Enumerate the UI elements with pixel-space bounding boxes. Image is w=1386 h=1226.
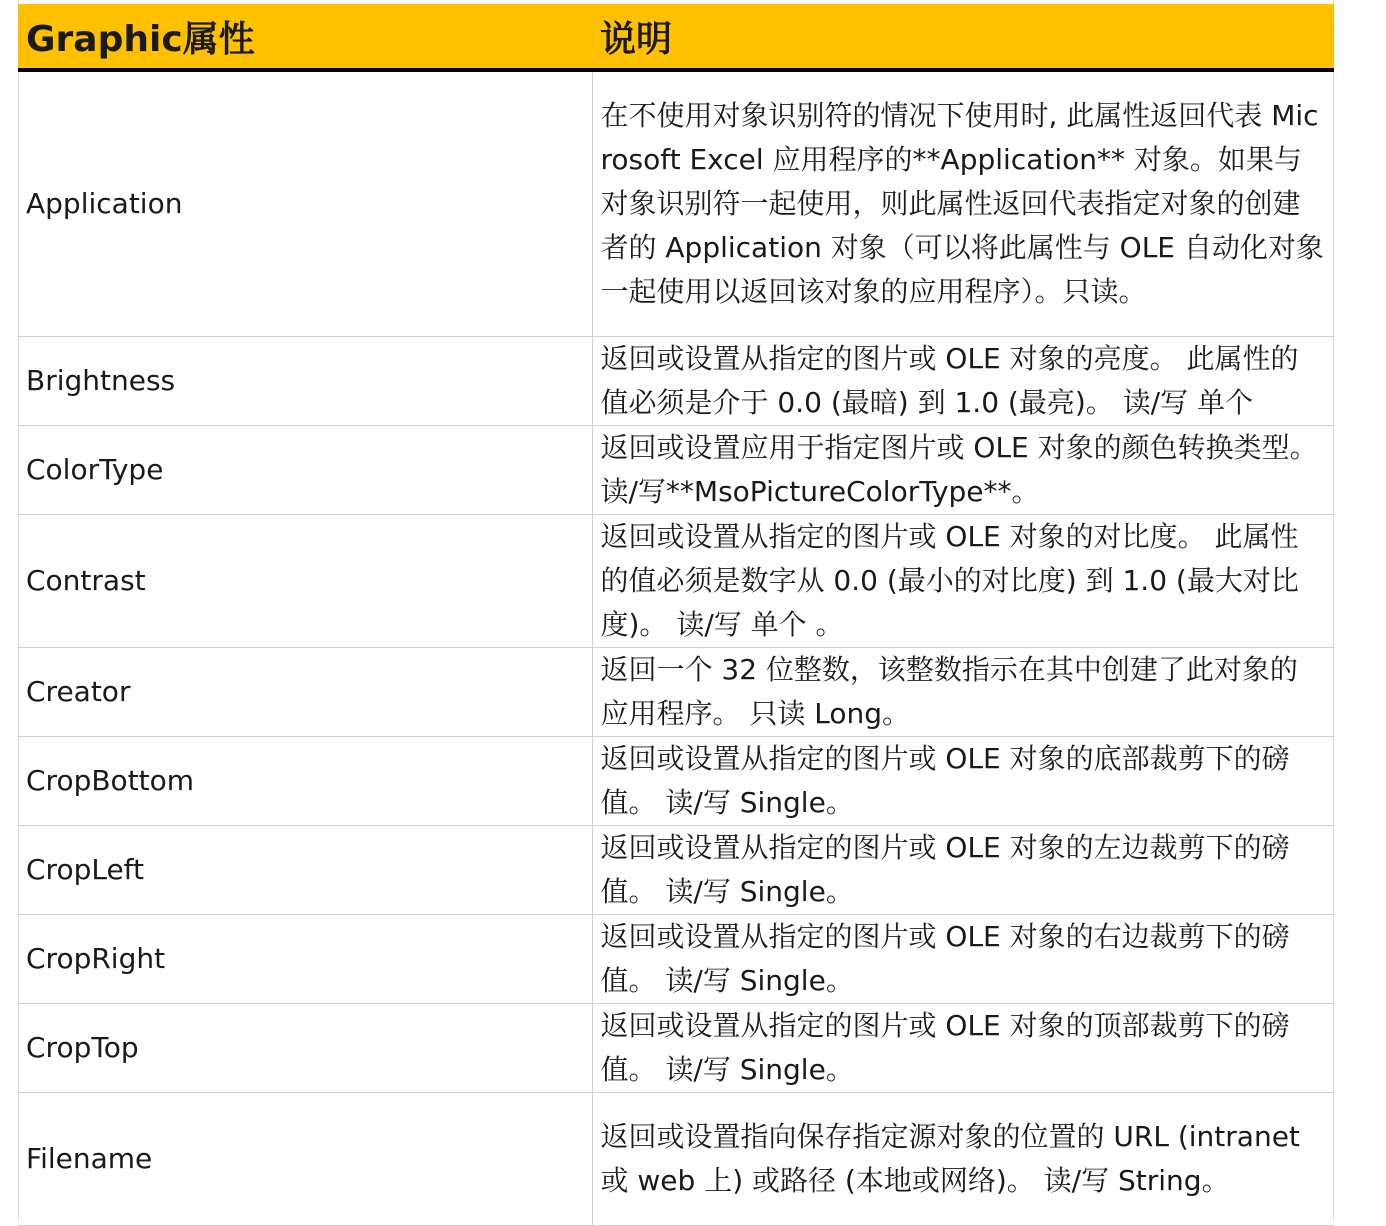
table-row [18,1093,1334,1226]
table-row [18,737,1334,826]
table-row [18,70,1334,337]
table-row [18,515,1334,648]
property-name-cell[interactable]: Filename [18,1093,592,1226]
table-row [18,826,1334,915]
property-name-cell[interactable]: CropBottom [18,737,592,826]
property-name-cell[interactable]: CropTop [18,1004,592,1093]
property-name-cell[interactable]: Contrast [18,515,592,648]
table-row [18,426,1334,515]
description-cell[interactable]: 返回一个 32 位整数，该整数指示在其中创建了此对象的应用程序。 只读 Long。 [592,648,1334,737]
header-row [18,4,1334,70]
description-cell[interactable]: 在不使用对象识别符的情况下使用时, 此属性返回代表 Microsoft Excel 应用程序的**Application** 对象。如果与对象识别符一起使用，则此属性返回代表指定对象的创建者的 Application 对象（可以将此属性与 OLE 自动化对象一起使用以返回该对象的应用程序）。只读。 [592,70,1334,337]
property-name-cell[interactable]: CropRight [18,915,592,1004]
property-name-cell[interactable]: Creator [18,648,592,737]
table-row [18,337,1334,426]
table-row [18,915,1334,1004]
properties-table [18,4,1334,1226]
description-cell[interactable]: 返回或设置从指定的图片或 OLE 对象的对比度。 此属性的值必须是数字从 0.0 (最小的对比度) 到 1.0 (最大对比度)。 读/写 单个 。 [592,515,1334,648]
property-name-cell[interactable]: Brightness [18,337,592,426]
property-name-cell[interactable]: CropLeft [18,826,592,915]
table-row [18,1004,1334,1093]
property-name-cell[interactable]: ColorType [18,426,592,515]
header-property[interactable]: Graphic属性 [18,4,592,70]
description-cell[interactable]: 返回或设置从指定的图片或 OLE 对象的右边裁剪下的磅值。 读/写 Single。 [592,915,1334,1004]
description-cell[interactable]: 返回或设置应用于指定图片或 OLE 对象的颜色转换类型。 读/写**MsoPictureColorType**。 [592,426,1334,515]
table-row [18,648,1334,737]
property-name-cell[interactable]: Application [18,70,592,337]
description-cell[interactable]: 返回或设置指向保存指定源对象的位置的 URL (intranet 或 web 上) 或路径 (本地或网络)。 读/写 String。 [592,1093,1334,1226]
description-cell[interactable]: 返回或设置从指定的图片或 OLE 对象的左边裁剪下的磅值。 读/写 Single。 [592,826,1334,915]
header-description[interactable]: 说明 [592,4,1334,70]
description-cell[interactable]: 返回或设置从指定的图片或 OLE 对象的亮度。 此属性的值必须是介于 0.0 (最暗) 到 1.0 (最亮)。 读/写 单个 [592,337,1334,426]
description-cell[interactable]: 返回或设置从指定的图片或 OLE 对象的底部裁剪下的磅值。 读/写 Single。 [592,737,1334,826]
description-cell[interactable]: 返回或设置从指定的图片或 OLE 对象的顶部裁剪下的磅值。 读/写 Single。 [592,1004,1334,1093]
